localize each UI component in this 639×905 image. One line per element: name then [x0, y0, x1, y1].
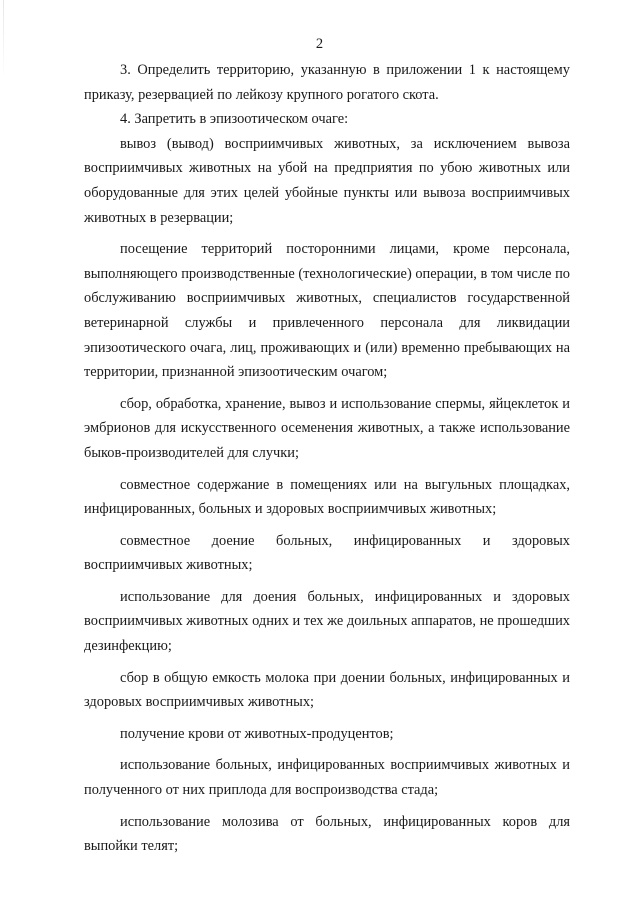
- paragraph-ban-joint-milking: совместное доение больных, инфицированных и здоровых восприимчивых животных;: [84, 532, 570, 574]
- paragraph-ban-removal: вывоз (вывод) восприимчивых животных, за исключением вывоза восприимчивых животных на убой на предприятия по убою животных или оборудованные для этих целей убойные пункты или вывоза восприимчивых животных в резервации;: [84, 135, 570, 226]
- paragraph-ban-reproduction: использование больных, инфицированных восприимчивых животных и полученного от них приплода для воспроизводства стада;: [84, 757, 570, 799]
- paragraph-ban-common-container: сбор в общую емкость молока при доении больных, инфицированных и здоровых восприимчивых животных;: [84, 669, 570, 711]
- paragraph-ban-visiting: посещение территорий посторонними лицами, кроме персонала, выполняющего производственные (технологические) операции, в том числе по обслуживанию восприимчивых животных, специалистов государственной ветеринарной службы и привлеченного персонала для ликвидации эпизоотического очага, лиц, проживающих и (или) временно пребывающих на территории, признанной эпизоотическим очагом;: [84, 241, 571, 381]
- paragraph-ban-joint-keeping: совместное содержание в помещениях или на выгульных площадках, инфицированных, больных и здоровых восприимчивых животных;: [84, 476, 570, 518]
- paragraph-ban-colostrum: использование молозива от больных, инфицированных коров для выпойки телят;: [84, 813, 570, 855]
- paragraph-ban-sperm: сбор, обработка, хранение, вывоз и использование спермы, яйцеклеток и эмбрионов для искусственного осеменения животных, а также использование быков-производителей для случки;: [84, 395, 570, 461]
- paragraph-ban-blood: получение крови от животных-продуцентов;: [120, 725, 394, 742]
- paragraph-item-3: 3. Определить территорию, указанную в приложении 1 к настоящему приказу, резервацией по лейкозу крупного рогатого скота.: [84, 62, 570, 103]
- page-number: 2: [315, 36, 324, 52]
- document-body: [84, 58, 570, 866]
- paragraph-ban-shared-apparatus: использование для доения больных, инфицированных и здоровых восприимчивых животных одних и тех же доильных аппаратов, не прошедших дезинфекцию;: [84, 588, 570, 655]
- paragraph-item-4-heading: 4. Запретить в эпизоотическом очаге:: [120, 111, 349, 128]
